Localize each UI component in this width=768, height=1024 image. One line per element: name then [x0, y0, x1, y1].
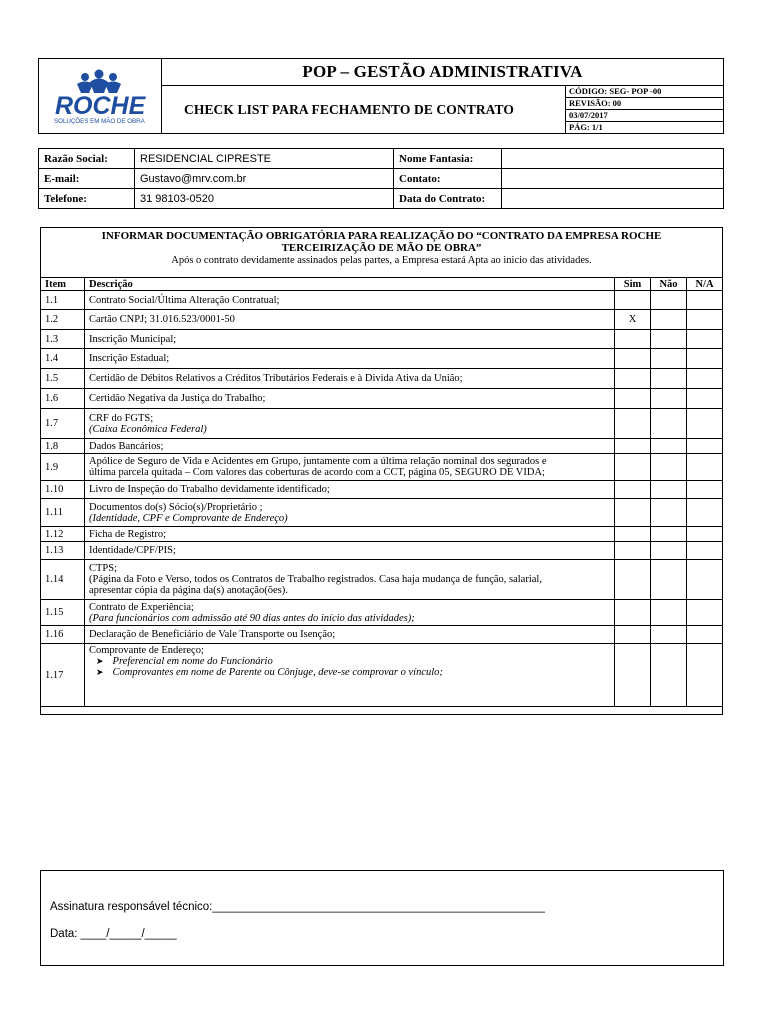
checklist-row — [41, 291, 723, 310]
item-bullet: ➤ Preferencial em nome do Funcionário — [89, 656, 610, 667]
item-number: 1.17 — [41, 644, 85, 707]
doc-revision: REVISÃO: 00 — [566, 98, 724, 110]
checklist-box — [40, 227, 723, 715]
nao-checkbox-cell[interactable] — [651, 409, 687, 439]
checklist-row — [41, 644, 723, 707]
item-description — [85, 644, 615, 707]
item-description-text: Identidade/CPF/PIS; — [89, 545, 176, 556]
nao-checkbox-cell[interactable] — [651, 527, 687, 542]
item-description-text: Cartão CNPJ; 31.016.523/0001-50 — [89, 314, 235, 325]
item-number: 1.7 — [41, 409, 85, 439]
item-description — [85, 389, 615, 409]
col-na-header: N/A — [687, 278, 723, 291]
sim-checkbox-cell[interactable]: X — [615, 310, 651, 330]
item-number: 1.16 — [41, 626, 85, 644]
sim-checkbox-cell[interactable] — [615, 560, 651, 600]
item-description-text: Livro de Inspeção do Trabalho devidamente identificado; — [89, 484, 330, 495]
item-description — [85, 310, 615, 330]
item-number: 1.4 — [41, 349, 85, 369]
checklist-row — [41, 439, 723, 454]
sim-checkbox-cell[interactable] — [615, 644, 651, 707]
svg-text:SOLUÇÕES EM MÃO DE OBRA: SOLUÇÕES EM MÃO DE OBRA — [54, 118, 145, 125]
na-checkbox-cell[interactable] — [687, 369, 723, 389]
item-description-text: Declaração de Beneficiário de Vale Transporte ou Isenção; — [89, 629, 336, 640]
item-description-text: Apólice de Seguro de Vida e Acidentes em Grupo, juntamente com a última relação nominal dos segurados e — [89, 456, 547, 467]
sim-checkbox-cell[interactable] — [615, 542, 651, 560]
item-description — [85, 527, 615, 542]
sim-checkbox-cell[interactable] — [615, 369, 651, 389]
document-header — [38, 58, 724, 134]
sim-checkbox-cell[interactable] — [615, 481, 651, 499]
na-checkbox-cell[interactable] — [687, 454, 723, 481]
item-number: 1.15 — [41, 600, 85, 626]
data-contrato-field[interactable] — [502, 189, 724, 209]
item-description — [85, 349, 615, 369]
checklist-row — [41, 560, 723, 600]
item-description-text: Contrato Social/Última Alteração Contratual; — [89, 294, 280, 306]
na-checkbox-cell[interactable] — [687, 349, 723, 369]
na-checkbox-cell[interactable] — [687, 560, 723, 600]
nao-checkbox-cell[interactable] — [651, 600, 687, 626]
na-checkbox-cell[interactable] — [687, 542, 723, 560]
checklist-heading-line2: TERCEIRIZAÇÃO DE MÃO DE OBRA” — [281, 242, 482, 254]
na-checkbox-cell[interactable] — [687, 409, 723, 439]
document-title: POP – GESTÃO ADMINISTRATIVA — [162, 59, 724, 86]
item-bullet: ➤ Comprovantes em nome de Parente ou Cônjuge, deve-se comprovar o vínculo; — [89, 667, 610, 678]
doc-date: 03/07/2017 — [566, 110, 724, 122]
item-description-text: Contrato de Experiência; — [89, 601, 194, 613]
item-description-text: Documentos do(s) Sócio(s)/Proprietário ; — [89, 501, 263, 513]
sim-checkbox-cell[interactable] — [615, 527, 651, 542]
item-description — [85, 369, 615, 389]
nao-checkbox-cell[interactable] — [651, 499, 687, 527]
nao-checkbox-cell[interactable] — [651, 310, 687, 330]
item-description — [85, 409, 615, 439]
item-description-text: CRF do FGTS; — [89, 412, 154, 424]
na-checkbox-cell[interactable] — [687, 330, 723, 349]
razao-social-field[interactable]: RESIDENCIAL CIPRESTE — [135, 149, 394, 169]
razao-social-label: Razão Social: — [39, 149, 135, 169]
roche-logo — [39, 60, 161, 132]
contato-field[interactable] — [502, 169, 724, 189]
item-number: 1.12 — [41, 527, 85, 542]
nome-fantasia-field[interactable] — [502, 149, 724, 169]
item-description-text: Certidão de Débitos Relativos a Créditos Tributários Federais e à Divida Ativa da União; — [89, 373, 463, 384]
checklist-row — [41, 310, 723, 330]
item-description-text: (Para funcionários com admissão até 90 dias antes do início das atividades); — [89, 612, 415, 624]
item-number: 1.1 — [41, 291, 85, 310]
nao-checkbox-cell[interactable] — [651, 454, 687, 481]
na-checkbox-cell[interactable] — [687, 499, 723, 527]
checklist-header-row — [41, 278, 723, 291]
checklist-row — [41, 499, 723, 527]
checklist-row — [41, 481, 723, 499]
item-description-text: Dados Bancários; — [89, 440, 164, 452]
nao-checkbox-cell[interactable] — [651, 481, 687, 499]
sim-checkbox-cell[interactable] — [615, 454, 651, 481]
item-description-text: Inscrição Estadual; — [89, 353, 170, 364]
item-description-text: CTPS; — [89, 563, 118, 574]
na-checkbox-cell[interactable] — [687, 389, 723, 409]
item-number: 1.10 — [41, 481, 85, 499]
date-line[interactable]: Data: ____/_____/_____ — [50, 928, 177, 940]
item-description-text: Inscrição Municipal; — [89, 333, 177, 345]
na-checkbox-cell[interactable] — [687, 527, 723, 542]
item-number: 1.2 — [41, 310, 85, 330]
na-checkbox-cell[interactable] — [687, 310, 723, 330]
item-description — [85, 481, 615, 499]
contato-label: Contato: — [394, 169, 502, 189]
item-description-text: Ficha de Registro; — [89, 528, 166, 540]
sim-checkbox-cell[interactable] — [615, 600, 651, 626]
item-description — [85, 499, 615, 527]
people-icon — [77, 70, 121, 94]
checklist-row — [41, 626, 723, 644]
doc-page: PÁG: 1/1 — [566, 122, 724, 134]
sim-checkbox-cell[interactable] — [615, 409, 651, 439]
checklist-row — [41, 349, 723, 369]
item-description-text: (Página da Foto e Verso, todos os Contratos de Trabalho registrados. Casa haja mudança de função, salarial, — [89, 574, 542, 585]
nao-checkbox-cell[interactable] — [651, 542, 687, 560]
checklist-row — [41, 330, 723, 349]
sim-checkbox-cell[interactable] — [615, 389, 651, 409]
item-description-text: (Caixa Econômica Federal) — [89, 423, 207, 435]
item-number: 1.9 — [41, 454, 85, 481]
item-description — [85, 330, 615, 349]
sim-checkbox-cell[interactable] — [615, 291, 651, 310]
nao-checkbox-cell[interactable] — [651, 644, 687, 707]
item-number: 1.5 — [41, 369, 85, 389]
na-checkbox-cell[interactable] — [687, 600, 723, 626]
logo-cell — [39, 59, 162, 134]
col-nao-header: Não — [651, 278, 687, 291]
item-description-text: última parcela quitada – Com valores das coberturas de acordo com a CCT, página 05, SEGURO DE VIDA; — [89, 467, 545, 478]
email-label: E-mail: — [39, 169, 135, 189]
nao-checkbox-cell[interactable] — [651, 369, 687, 389]
nao-checkbox-cell[interactable] — [651, 439, 687, 454]
checklist-row — [41, 454, 723, 481]
nao-checkbox-cell[interactable] — [651, 389, 687, 409]
na-checkbox-cell[interactable] — [687, 439, 723, 454]
item-number: 1.6 — [41, 389, 85, 409]
doc-code: CÓDIGO: SEG- POP -00 — [566, 86, 724, 98]
item-description — [85, 439, 615, 454]
sim-checkbox-cell[interactable] — [615, 330, 651, 349]
telefone-field[interactable]: 31 98103-0520 — [135, 189, 394, 209]
data-contrato-label: Data do Contrato: — [394, 189, 502, 209]
col-desc-header: Descrição — [85, 278, 615, 291]
item-description — [85, 560, 615, 600]
na-checkbox-cell[interactable] — [687, 626, 723, 644]
checklist-row — [41, 409, 723, 439]
checklist-row — [41, 389, 723, 409]
nao-checkbox-cell[interactable] — [651, 560, 687, 600]
item-description — [85, 454, 615, 481]
sim-checkbox-cell[interactable] — [615, 439, 651, 454]
company-info-table — [38, 148, 724, 209]
checklist-row — [41, 527, 723, 542]
nao-checkbox-cell[interactable] — [651, 626, 687, 644]
na-checkbox-cell[interactable] — [687, 644, 723, 707]
item-description-text: Certidão Negativa da Justiça do Trabalho; — [89, 393, 266, 404]
nao-checkbox-cell[interactable] — [651, 349, 687, 369]
item-description — [85, 291, 615, 310]
checklist-row — [41, 369, 723, 389]
telefone-label: Telefone: — [39, 189, 135, 209]
item-number: 1.11 — [41, 499, 85, 527]
item-description-text: Comprovante de Endereço; — [89, 645, 204, 656]
checklist-table — [40, 277, 723, 707]
checklist-row — [41, 600, 723, 626]
item-description-text: apresentar cópia da página da(s) anotação(ões). — [89, 585, 288, 596]
checklist-title: CHECK LIST PARA FECHAMENTO DE CONTRATO — [162, 86, 566, 134]
nao-checkbox-cell[interactable] — [651, 291, 687, 310]
checklist-heading-line1: INFORMAR DOCUMENTAÇÃO OBRIGATÓRIA PARA REALIZAÇÃO DO “CONTRATO DA EMPRESA ROCHE — [101, 230, 662, 242]
nao-checkbox-cell[interactable] — [651, 330, 687, 349]
checklist-heading — [41, 228, 722, 268]
sim-checkbox-cell[interactable] — [615, 499, 651, 527]
sim-checkbox-cell[interactable] — [615, 626, 651, 644]
nome-fantasia-label: Nome Fantasia: — [394, 149, 502, 169]
col-sim-header: Sim — [615, 278, 651, 291]
item-description — [85, 600, 615, 626]
signature-line[interactable]: Assinatura responsável técnico:____________________________________________________ — [50, 901, 545, 913]
na-checkbox-cell[interactable] — [687, 481, 723, 499]
item-number: 1.8 — [41, 439, 85, 454]
item-number: 1.13 — [41, 542, 85, 560]
na-checkbox-cell[interactable] — [687, 291, 723, 310]
col-item-header: Item — [41, 278, 85, 291]
email-field[interactable]: Gustavo@mrv.com.br — [135, 169, 394, 189]
signature-box — [40, 870, 724, 966]
item-description — [85, 626, 615, 644]
sim-checkbox-cell[interactable] — [615, 349, 651, 369]
item-description — [85, 542, 615, 560]
svg-text:ROCHE: ROCHE — [55, 92, 146, 120]
item-number: 1.14 — [41, 560, 85, 600]
checklist-row — [41, 542, 723, 560]
item-description-text: (Identidade, CPF e Comprovante de Endereço) — [89, 512, 288, 524]
checklist-note: Após o contrato devidamente assinados pelas partes, a Empresa estará Apta ao inicio das atividades. — [171, 255, 592, 266]
item-number: 1.3 — [41, 330, 85, 349]
